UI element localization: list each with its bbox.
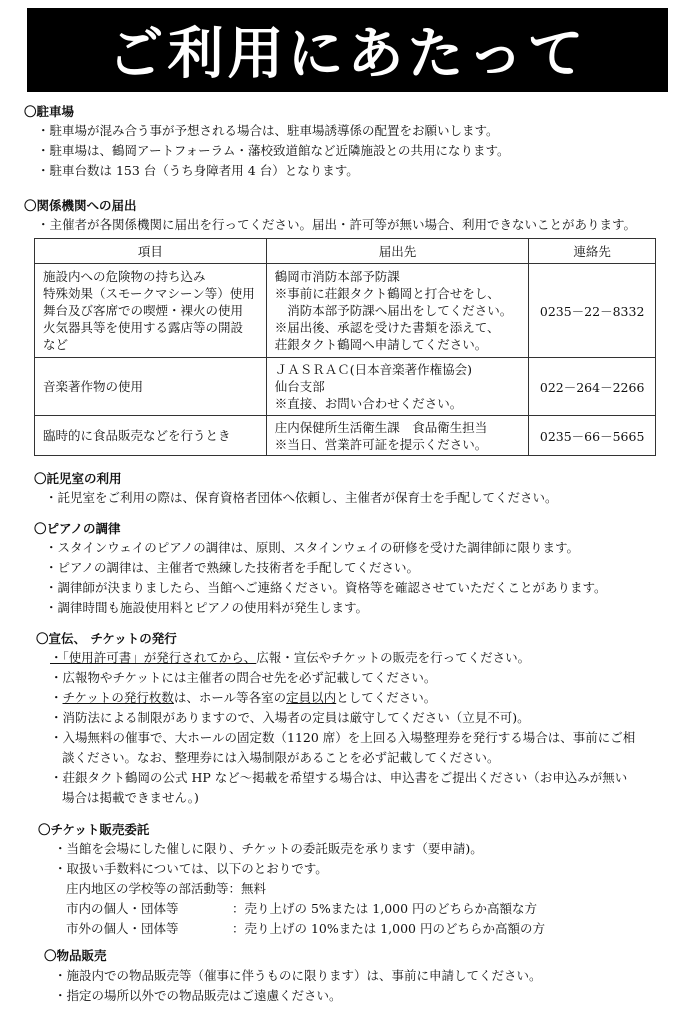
- goods-item: ・施設内での物品販売等（催事に伴うものに限ります）は、事前に申請してください。: [54, 968, 542, 983]
- contact-cell: 022－264－2266: [529, 358, 656, 416]
- promo-text: 広報・宣伝やチケットの販売を行ってください。: [256, 650, 531, 665]
- cell-line: 荘銀タクト鶴岡へ申請してください。: [274, 337, 488, 352]
- parking-heading: 〇駐車場: [24, 104, 75, 119]
- promo-heading: 〇宣伝、 チケットの発行: [36, 631, 177, 646]
- column-header: 項目: [35, 239, 267, 264]
- piano-item: ・スタインウェイのピアノの調律は、原則、スタインウェイの研修を受けた調律師に限ります。: [45, 540, 580, 555]
- cell-line: ※当日、営業許可証を提示ください。: [274, 436, 488, 452]
- cell-line: ※届出後、承認を受けた書類を添えて、: [274, 320, 500, 335]
- promo-text: としてください。: [336, 690, 437, 705]
- notify-heading: 〇関係機関への届出: [24, 198, 137, 213]
- table-row: [35, 264, 656, 358]
- page-title: ご利用にあたって: [27, 8, 668, 92]
- promo-item: ・入場無料の催事で、大ホールの固定数（1120 席）を上回る入場整理券を発行する場合は、事前にご相: [50, 730, 636, 745]
- fee-row: [66, 899, 179, 917]
- parking-item: ・駐車場が混み合う事が予想される場合は、駐車場誘導係の配置をお願いします。: [37, 123, 499, 138]
- piano-item: ・調律師が決まりましたら、当館へご連絡ください。資格等を確認させていただくことがあります。: [45, 580, 607, 595]
- ticket-item: ・取扱い手数料については、以下のとおりです。: [54, 861, 328, 876]
- notify-note: ・主催者が各関係機関に届出を行ってください。届出・許可等が無い場合、利用できないことがあります。: [37, 217, 637, 232]
- piano-heading: 〇ピアノの調律: [34, 521, 121, 536]
- promo-item: [50, 688, 436, 706]
- promo-text: は、ホール等各室の: [173, 690, 287, 705]
- table-header-row: [35, 239, 656, 264]
- cell-line: 鶴岡市消防本部予防課: [274, 269, 400, 284]
- cell-line: 消防本部予防課へ届出をしてください。: [274, 303, 513, 318]
- item-cell: [35, 264, 267, 358]
- promo-text: ・: [50, 690, 63, 705]
- cell-line: ＪＡＳＲＡＣ(日本音楽著作権協会): [274, 362, 473, 377]
- column-header: 連絡先: [529, 239, 656, 264]
- ticket-heading: 〇チケット販売委託: [38, 822, 150, 837]
- fee-who: 市外の個人・団体等: [66, 921, 179, 936]
- destination-cell: [266, 358, 529, 416]
- nursery-item: ・託児室をご利用の際は、保育資格者団体へ依頼し、主催者が保育士を手配してください。: [45, 490, 558, 505]
- notification-table: [34, 238, 656, 456]
- fee-rate: ：売り上げの 10%または 1,000 円のどちらか高額の方: [232, 921, 545, 936]
- fee-row: [66, 919, 179, 937]
- promo-text-underlined: 定員以内: [286, 690, 337, 705]
- contact-cell: 0235－66－5665: [529, 416, 656, 456]
- goods-heading: 〇物品販売: [44, 948, 107, 963]
- item-cell: [35, 416, 267, 456]
- cell-line: 施設内への危険物の持ち込み: [43, 269, 206, 284]
- parking-item: ・駐車台数は 153 台（うち身障者用 4 台）となります。: [37, 163, 359, 178]
- fee-row: [66, 879, 266, 897]
- table-row: [35, 416, 656, 456]
- piano-item: ・調律時間も施設使用料とピアノの使用料が発生します。: [45, 600, 369, 615]
- promo-item: ・消防法による制限がありますので、入場者の定員は厳守してください（立見不可)。: [50, 710, 530, 725]
- cell-line: ※直接、お問い合わせください。: [274, 396, 463, 411]
- parking-item: ・駐車場は、鶴岡アートフォーラム・藩校致道館など近隣施設との共用になります。: [37, 143, 510, 158]
- cell-line: 舞台及び客席での喫煙・裸火の使用: [43, 303, 244, 318]
- promo-item: 場合は掲載できません。): [62, 790, 199, 805]
- promo-item: [50, 648, 530, 666]
- cell-line: 火気器具等を使用する露店等の開設: [43, 320, 244, 335]
- column-header: 届出先: [266, 239, 529, 264]
- nursery-heading: 〇託児室の利用: [34, 471, 122, 486]
- fee-rate: ：売り上げの 5%または 1,000 円のどちらか高額な方: [232, 901, 538, 916]
- goods-item: ・指定の場所以外での物品販売はご遠慮ください。: [54, 988, 342, 1003]
- cell-line: 音楽著作物の使用: [43, 379, 144, 394]
- promo-item: ・荘銀タクト鶴岡の公式 HP など〜掲載を希望する場合は、申込書をご提出ください（お申込みが無い: [50, 770, 628, 785]
- cell-line: など: [43, 337, 69, 352]
- cell-line: 特殊効果（スモークマシーン等）使用: [43, 286, 255, 301]
- piano-item: ・ピアノの調律は、主催者で熟練した技術者を手配してください。: [45, 560, 420, 575]
- table-row: [35, 358, 656, 416]
- cell-line: 仙台支部: [274, 379, 325, 394]
- cell-line: ※事前に荘銀タクト鶴岡と打合せをし、: [274, 286, 500, 301]
- item-cell: [35, 358, 267, 416]
- cell-line: 庄内保健所生活衛生課 食品衛生担当: [274, 419, 488, 435]
- destination-cell: [266, 264, 529, 358]
- promo-item: 談ください。なお、整理券には入場制限があることを必ず記載してください。: [62, 750, 500, 765]
- cell-line: 臨時的に食品販売などを行うとき: [43, 428, 231, 443]
- fee-who: 市内の個人・団体等: [66, 901, 179, 916]
- ticket-item: ・当館を会場にした催しに限り、チケットの委託販売を承ります（要申請)。: [54, 841, 483, 856]
- promo-item: ・広報物やチケットには主催者の問合せ先を必ず記載してください。: [50, 670, 437, 685]
- destination-cell: [266, 416, 529, 456]
- promo-text-underlined: ・「使用許可書」が発行されてから、: [50, 650, 257, 665]
- contact-cell: 0235－22－8332: [529, 264, 656, 358]
- fee-who: 庄内地区の学校等の部活動等：無料: [66, 881, 267, 896]
- promo-text-underlined: チケットの発行枚数: [62, 690, 174, 705]
